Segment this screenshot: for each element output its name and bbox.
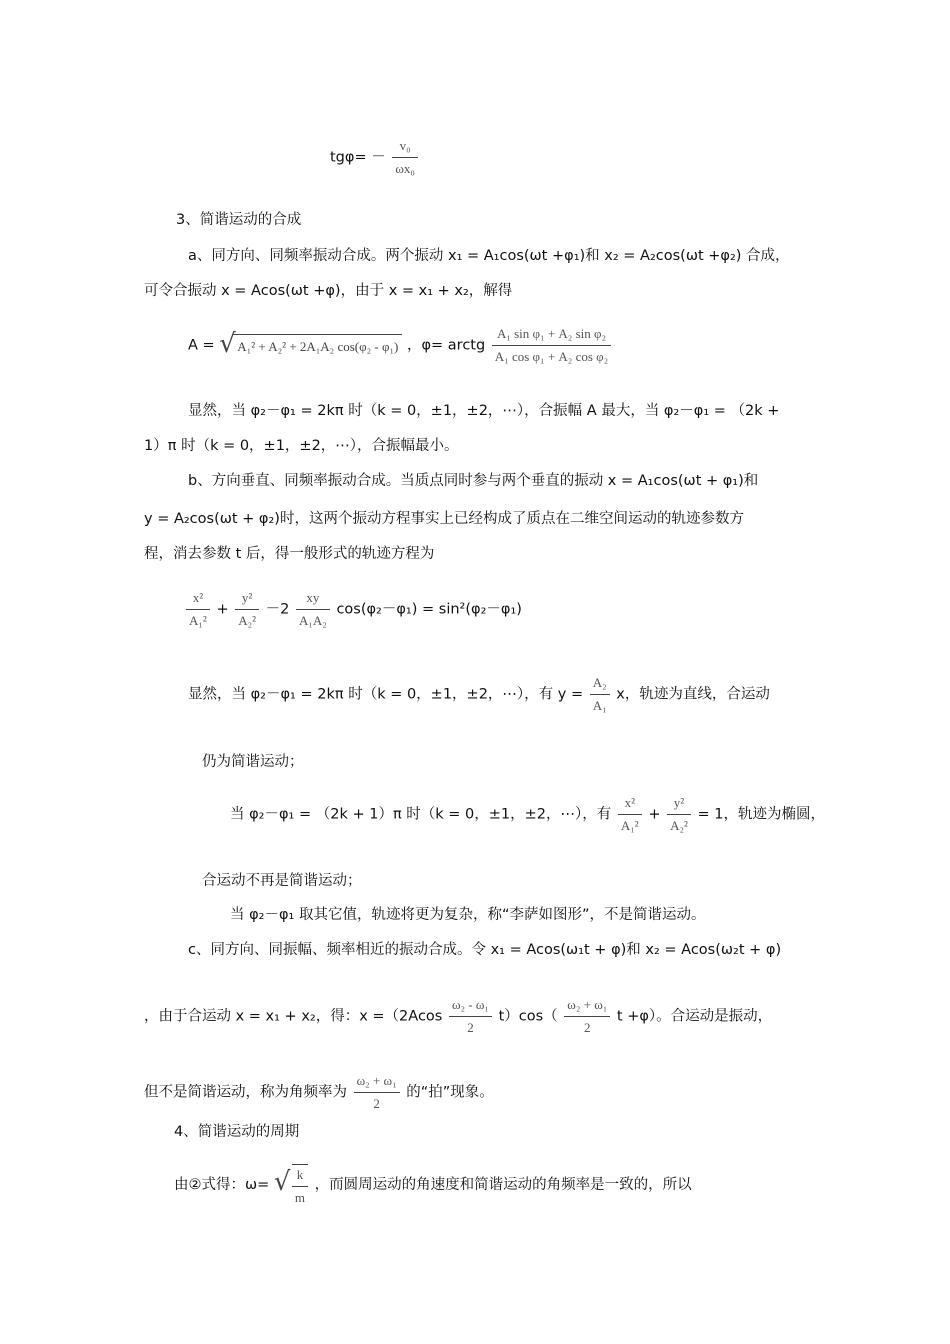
line-case-text: 显然，当 φ₂－φ₁ = 2kπ 时（k = 0，±1，±2，⋯），有 y = (188, 686, 584, 703)
fraction-numerator: y² (667, 795, 691, 815)
fraction-numerator: A₁ sin φ₁ + A₂ sin φ₂ (492, 326, 611, 346)
beat-text-b: t）cos（ (498, 1008, 558, 1025)
fraction (618, 795, 642, 834)
section-heading-4: 4、简谐运动的周期 (174, 1124, 300, 1140)
fraction-numerator: v₀ (392, 138, 418, 158)
fraction-denominator: 2 (373, 1096, 380, 1111)
fraction-denominator: ωx₀ (395, 161, 415, 176)
fraction-denominator: A₁² (620, 818, 639, 833)
fraction (186, 590, 210, 629)
line-case-tail: x，轨迹为直线，合运动 (616, 686, 770, 703)
omega-formula (174, 1164, 692, 1206)
para-line: 1）π 时（k = 0，±1，±2，⋯），合振幅最小。 (144, 438, 459, 454)
omega-tail: ，而圆周运动的角速度和简谐运动的角频率是一致的，所以 (314, 1177, 692, 1193)
fraction (354, 1073, 400, 1112)
fraction (492, 326, 611, 365)
para-b-line-3: 程，消去参数 t 后，得一般形式的轨迹方程为 (144, 546, 435, 562)
fraction (235, 590, 259, 629)
para-line: 仍为简谐运动； (202, 754, 304, 770)
para-line: 合运动不再是简谐运动； (202, 873, 362, 889)
phase-label: ，φ= arctg (406, 337, 486, 354)
beat-text-c: t +φ）。合运动是振动， (616, 1008, 773, 1025)
amplitude-label: A = (188, 337, 215, 354)
ellipse-case (230, 795, 825, 834)
para-a-line-1: a、同方向、同频率振动合成。两个振动 x₁ = A₁cos(ωt +φ₁)和 x₂ = A₂cos(ωt +φ₂) 合成， (188, 248, 790, 264)
trajectory-equation (184, 590, 522, 629)
plus-sign: + (648, 806, 661, 823)
fraction (564, 997, 610, 1036)
ellipse-case-text: 当 φ₂－φ₁ = （2k + 1）π 时（k = 0，±1，±2，⋯），有 (230, 806, 612, 823)
fraction (296, 590, 330, 629)
fraction-numerator: x² (186, 590, 210, 610)
section-heading-3: 3、简谐运动的合成 (176, 212, 302, 228)
fraction-numerator: xy (296, 590, 330, 610)
beat-text-a: ，由于合运动 x = x₁ + x₂，得：x =（2Acos (144, 1008, 443, 1025)
para-line: 显然，当 φ₂－φ₁ = 2kπ 时（k = 0，±1，±2，⋯），合振幅 A 最大，当 φ₂－φ₁ = （2k + (188, 403, 780, 419)
radical-sign: √ (219, 329, 236, 359)
plus-sign: + (216, 601, 229, 618)
fraction-denominator: A₁ cos φ₁ + A₂ cos φ₂ (494, 349, 609, 364)
amplitude-formula (188, 326, 613, 365)
fraction-denominator: A₂² (670, 818, 688, 833)
beat-definition (144, 1073, 494, 1112)
para-b-line-1: b、方向垂直、同频率振动合成。当质点同时参与两个垂直的振动 x = A₁cos(ωt + φ₁)和 (188, 473, 759, 489)
para-line: 当 φ₂－φ₁ 取其它值，轨迹将更为复杂，称“李萨如图形”，不是简谐运动。 (230, 907, 706, 923)
fraction-numerator: y² (235, 590, 259, 610)
fraction-denominator: 2 (467, 1020, 474, 1035)
fraction (667, 795, 691, 834)
para-b-line-2: y = A₂cos(ωt + φ₂)时，这两个振动方程事实上已经构成了质点在二维空间运动的轨迹参数方 (144, 511, 744, 527)
square-root (219, 329, 402, 359)
square-root (274, 1164, 310, 1206)
fraction-numerator: ω₂ + ω₁ (354, 1073, 400, 1093)
fraction (590, 675, 610, 714)
beat-def-text: 但不是简谐运动，称为角频率为 (144, 1084, 347, 1101)
equation-tail: cos(φ₂－φ₁) = sin²(φ₂－φ₁) (336, 601, 522, 618)
beat-formula (144, 997, 772, 1036)
ellipse-case-tail: = 1，轨迹为椭圆， (697, 806, 826, 823)
fraction-numerator: x² (618, 795, 642, 815)
para-a-line-2: 可令合振动 x = Acos(ωt +φ)，由于 x = x₁ + x₂，解得 (144, 283, 513, 299)
line-case (188, 675, 770, 714)
fraction-denominator: A₁A₂ (298, 613, 327, 628)
fraction-denominator: A₁² (189, 613, 207, 628)
fraction-denominator: m (294, 1190, 306, 1205)
fraction (392, 138, 418, 177)
fraction-numerator: k (292, 1167, 308, 1187)
minus-two: －2 (265, 601, 290, 618)
fraction-denominator: A₂² (238, 613, 257, 628)
fraction-numerator: A₂ (590, 675, 610, 695)
omega-text: 由②式得：ω= (174, 1177, 270, 1193)
fraction-numerator: ω₂ - ω₁ (449, 997, 492, 1017)
fraction-numerator: ω₂ + ω₁ (564, 997, 610, 1017)
radical-sign: √ (273, 1167, 291, 1197)
tg-phi-label: tgφ= － (330, 149, 386, 166)
tg-phi-formula (330, 138, 420, 177)
fraction-denominator: A₁ (592, 698, 607, 713)
radicand: A₁² + A₂² + 2A₁A₂ cos(φ₂ - φ₁) (233, 334, 402, 357)
beat-def-tail: 的“拍”现象。 (406, 1084, 494, 1101)
fraction-denominator: 2 (584, 1020, 591, 1035)
fraction (449, 997, 492, 1036)
para-c-line-1: c、同方向、同振幅、频率相近的振动合成。令 x₁ = Acos(ω₁t + φ)和 x₂ = Acos(ω₂t + φ) (188, 942, 782, 958)
fraction (292, 1164, 308, 1206)
